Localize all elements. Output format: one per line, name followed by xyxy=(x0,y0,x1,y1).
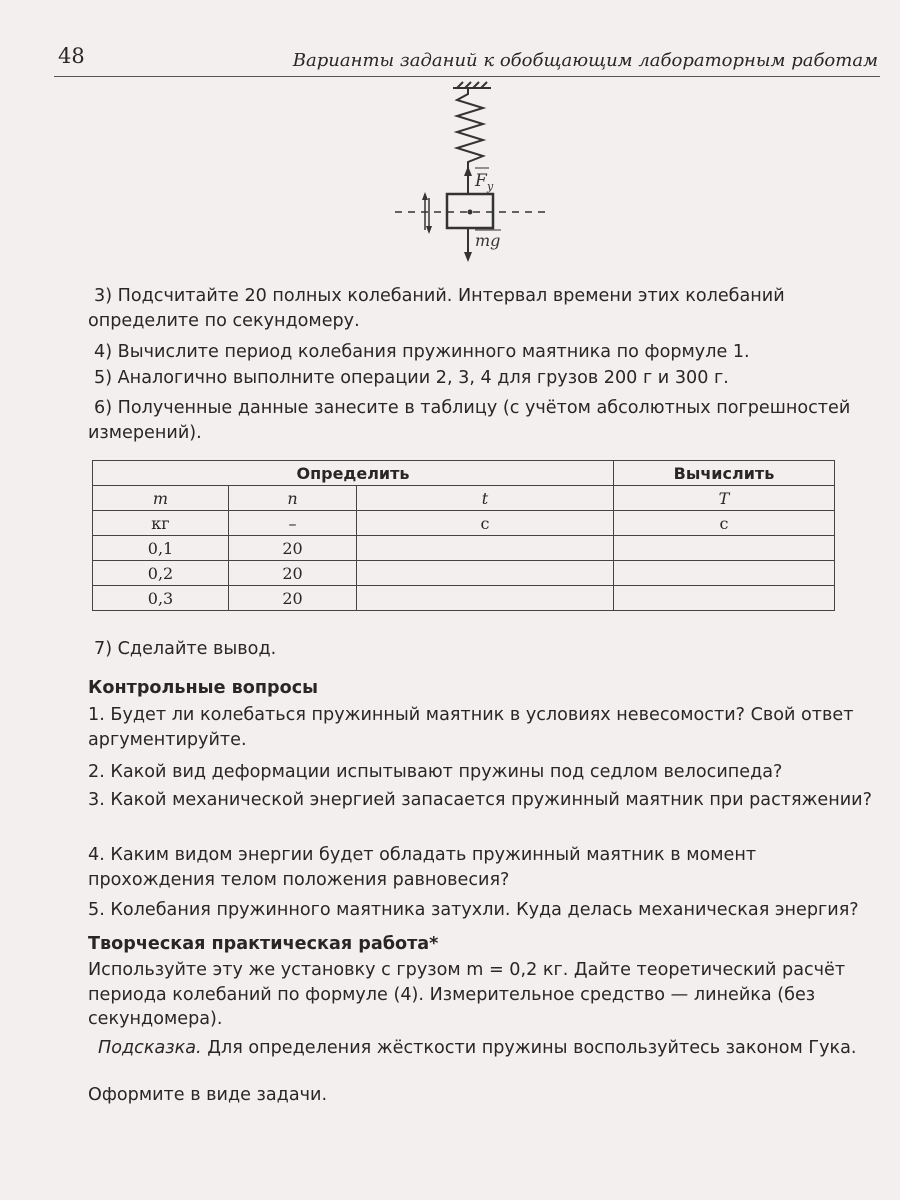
question-2: 2. Какой вид деформации испытывают пружины под седлом велосипеда? xyxy=(88,762,783,782)
table-row xyxy=(93,536,835,561)
unit-t: с xyxy=(357,511,614,536)
group-header-calculate: Вычислить xyxy=(614,461,835,486)
column-T: T xyxy=(614,486,835,511)
force-label-sub: у xyxy=(487,180,494,193)
question-4: 4. Каким видом энергии будет обладать пружинный маятник в момент прохождения телом положения равновесия? xyxy=(88,845,757,890)
cell-n: 20 xyxy=(229,586,357,611)
cell-m: 0,2 xyxy=(93,561,229,586)
step-6: 6) Полученные данные занесите в таблицу (с учётом абсолютных погрешностей измерений). xyxy=(88,398,851,443)
hint-label: Подсказка. xyxy=(98,1038,202,1058)
column-m: m xyxy=(93,486,229,511)
measurements-table xyxy=(92,460,835,611)
group-header-determine: Определить xyxy=(93,461,614,486)
cell-T xyxy=(614,561,835,586)
force-label-elastic: F xyxy=(475,171,487,191)
unit-m: кг xyxy=(93,511,229,536)
hint-paragraph xyxy=(88,1036,876,1061)
column-n: n xyxy=(229,486,357,511)
step-4: 4) Вычислите период колебания пружинного маятника по формуле 1. xyxy=(94,342,750,362)
unit-T: с xyxy=(614,511,835,536)
oscillation-arrow xyxy=(425,196,429,230)
header-rule xyxy=(54,76,880,77)
step-3: 3) Подсчитайте 20 полных колебаний. Интервал времени этих колебаний определите по секундомеру. xyxy=(88,286,785,331)
step-5: 5) Аналогично выполните операции 2, 3, 4 для грузов 200 г и 300 г. xyxy=(94,368,729,388)
cell-T xyxy=(614,586,835,611)
control-questions-title: Контрольные вопросы xyxy=(88,678,319,698)
cell-T xyxy=(614,536,835,561)
ceiling-hatch xyxy=(453,82,491,88)
cell-t xyxy=(357,561,614,586)
hint-text: Для определения жёсткости пружины воспользуйтесь законом Гука. xyxy=(201,1038,857,1058)
question-1: 1. Будет ли колебаться пружинный маятник в условиях невесомости? Свой ответ аргументируйте. xyxy=(88,705,854,750)
question-5: 5. Колебания пружинного маятника затухли. Куда делась механическая энергия? xyxy=(88,900,859,920)
column-t: t xyxy=(357,486,614,511)
step-7: 7) Сделайте вывод. xyxy=(94,639,277,659)
cell-n: 20 xyxy=(229,561,357,586)
table-row xyxy=(93,561,835,586)
question-3: 3. Какой механической энергией запасается пружинный маятник при растяжении? xyxy=(88,790,872,810)
page-number: 48 xyxy=(58,44,85,68)
force-label-gravity: mg xyxy=(475,231,501,250)
creative-work-title: Творческая практическая работа* xyxy=(88,934,439,954)
spring-pendulum-figure xyxy=(385,80,555,270)
unit-n: – xyxy=(229,511,357,536)
creative-work-text: Используйте эту же установку с грузом m = 0,2 кг. Дайте теоретический расчёт периода колебаний по формуле (4). Измерительное средство — линейка (без секундомера). xyxy=(88,960,846,1029)
table-row xyxy=(93,586,835,611)
cell-t xyxy=(357,586,614,611)
cell-t xyxy=(357,536,614,561)
final-instruction: Оформите в виде задачи. xyxy=(88,1085,328,1105)
cell-m: 0,3 xyxy=(93,586,229,611)
running-title: Варианты заданий к обобщающим лабораторным работам xyxy=(292,50,878,71)
cell-n: 20 xyxy=(229,536,357,561)
cell-m: 0,1 xyxy=(93,536,229,561)
